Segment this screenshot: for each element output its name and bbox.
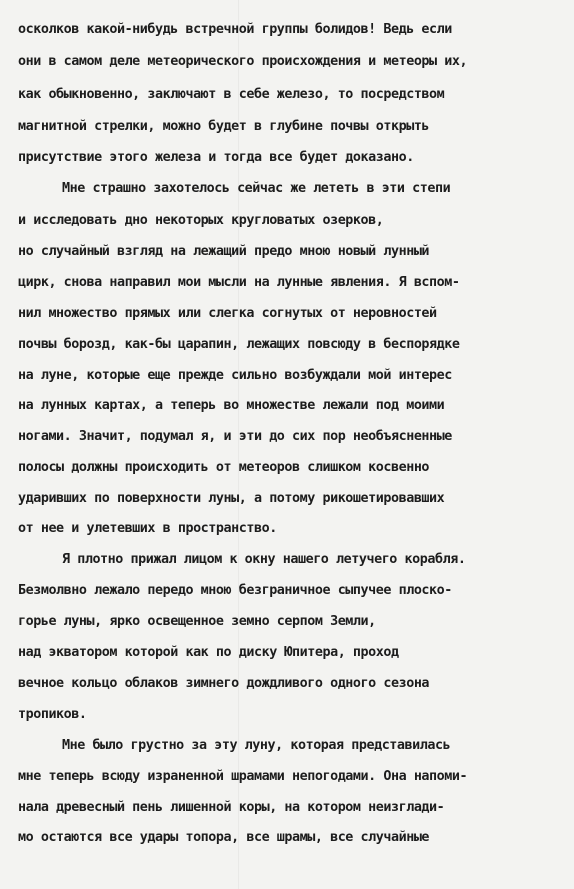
text-line: присутствие этого железа и тогда все будет доказано. <box>18 150 414 165</box>
text-line: над экватором которой как по диску Юпитера, проход <box>18 645 399 660</box>
paragraph-start-line: Я плотно прижал лицом к окну нашего летучего корабля. <box>62 552 466 567</box>
text-line: горье луны, ярко освещенное земно серпом Земли, <box>18 614 376 629</box>
text-line: они в самом деле метеорического происхождения и метеоры их, <box>18 54 468 69</box>
paragraph-start-line: Мне было грустно за эту луну, которая представилась <box>62 738 451 753</box>
text-line: нала древесный пень лишенной коры, на котором неизглади- <box>18 800 445 815</box>
text-line: почвы борозд, как-бы царапин, лежащих повсюду в беспорядке <box>18 337 460 352</box>
text-line: на луне, которые еще прежде сильно возбуждали мой интерес <box>18 368 452 383</box>
text-line: тропиков. <box>18 707 87 722</box>
text-line: нил множество прямых или слегка согнутых от неровностей <box>18 306 437 321</box>
text-line: от нее и улетевших в пространство. <box>18 521 277 536</box>
text-line: полосы должны происходить от метеоров слишком косвенно <box>18 460 430 475</box>
text-line: на лунных картах, а теперь во множестве лежали под моими <box>18 398 445 413</box>
text-line: магнитной стрелки, можно будет в глубине почвы открыть <box>18 119 430 134</box>
text-line: цирк, снова направил мои мысли на лунные явления. Я вспом- <box>18 275 460 290</box>
text-line: мо остаются все удары топора, все шрамы, все случайные <box>18 830 430 845</box>
text-line: и исследовать дно некоторых кругловатых озерков, <box>18 213 384 228</box>
text-line: осколков какой-нибудь встречной группы болидов! Ведь если <box>18 22 452 37</box>
paragraph-start-line: Мне страшно захотелось сейчас же лететь в эти степи <box>62 181 451 196</box>
text-line: как обыкновенно, заключают в себе железо, то посредством <box>18 87 445 102</box>
text-line: но случайный взгляд на лежащий предо мною новый лунный <box>18 244 430 259</box>
text-line: вечное кольцо облаков зимнего дождливого одного сезона <box>18 676 430 691</box>
text-line: мне теперь всюду израненной шрамами непогодами. Она напоми- <box>18 769 468 784</box>
text-line: ногами. Значит, подумал я, и эти до сих пор необъясненные <box>18 429 452 444</box>
text-line: Безмолвно лежало передо мною безграничное сыпучее плоско- <box>18 583 452 598</box>
text-line: ударивших по поверхности луны, а потому рикошетировавших <box>18 491 445 506</box>
